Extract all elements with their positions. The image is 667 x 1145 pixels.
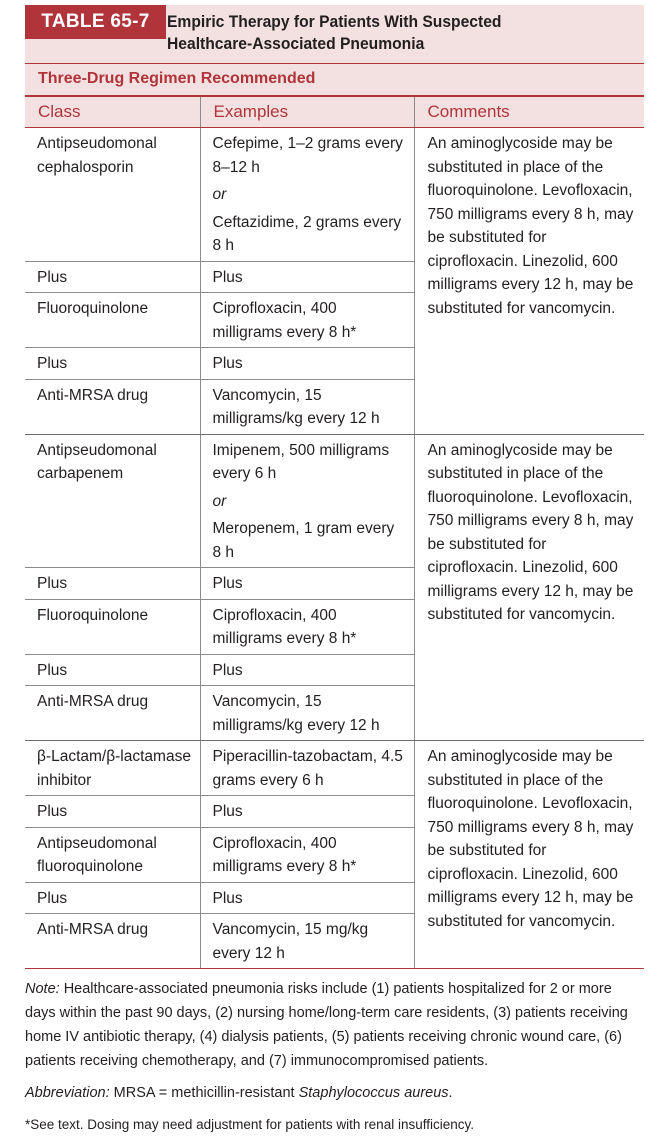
example-text: Imipenem, 500 milligrams every 6 h <box>212 441 390 482</box>
example-text: Piperacillin-tazobactam, 4.5 grams every 6 h <box>212 748 403 789</box>
table-body <box>25 128 644 969</box>
abbreviation-label: Abbreviation: <box>25 1085 110 1101</box>
example-cell <box>200 379 414 434</box>
example-text: Plus <box>212 889 243 907</box>
example-cell <box>200 654 414 686</box>
drug-class-cell: Plus <box>25 261 200 293</box>
note-paragraph <box>25 977 643 1073</box>
table-row <box>25 434 644 568</box>
drug-class-cell: Plus <box>25 796 200 828</box>
comment-cell: An aminoglycoside may be substituted in place of the fluoroquinolone. Levofloxacin, 750 milligrams every 8 h, may be substituted for ciprofloxacin. Linezolid, 600 milligrams every 12 h, may be substituted for vancomycin. <box>414 128 644 435</box>
table-header-row <box>25 97 644 128</box>
drug-class-cell: β-Lactam/β-lactamase inhibitor <box>25 741 200 796</box>
column-header-class: Class <box>25 97 200 128</box>
drug-class-cell: Fluoroquinolone <box>25 599 200 654</box>
example-cell <box>200 434 414 568</box>
drug-class-cell: Plus <box>25 882 200 914</box>
table-row <box>25 128 644 262</box>
example-cell <box>200 599 414 654</box>
example-cell <box>200 741 414 796</box>
example-text: Vancomycin, 15 milligrams/kg every 12 h <box>212 386 380 427</box>
drug-class-cell: Fluoroquinolone <box>25 293 200 348</box>
drug-class-cell: Anti-MRSA drug <box>25 686 200 741</box>
table-title <box>167 11 599 55</box>
example-text: Vancomycin, 15 mg/kg every 12 h <box>212 921 369 962</box>
drug-class-cell: Antipseudomonal carbapenem <box>25 434 200 568</box>
example-text: Ciprofloxacin, 400 milligrams every 8 h* <box>212 834 357 875</box>
abbreviation-paragraph <box>25 1081 643 1105</box>
alternative-example-text: Meropenem, 1 gram every 8 h <box>212 520 395 561</box>
table-notes <box>25 968 643 1145</box>
table-number-label: TABLE 65-7 <box>25 5 166 39</box>
abbreviation-end: . <box>448 1085 453 1101</box>
or-separator: or <box>212 186 227 203</box>
table-title-line-2: Healthcare-Associated Pneumonia <box>167 34 425 53</box>
column-header-examples: Examples <box>200 97 414 128</box>
example-text: Plus <box>212 268 243 286</box>
example-text: Plus <box>212 661 243 679</box>
example-text: Ciprofloxacin, 400 milligrams every 8 h* <box>212 606 357 647</box>
abbreviation-species: Staphylococcus aureus <box>298 1085 449 1101</box>
example-cell <box>200 827 414 882</box>
column-header-comments: Comments <box>414 97 644 128</box>
example-cell <box>200 796 414 828</box>
example-text: Cefepime, 1–2 grams every 8–12 h <box>212 135 403 176</box>
example-cell <box>200 882 414 914</box>
example-cell <box>200 293 414 348</box>
table-row <box>25 741 644 796</box>
regimen-subheading: Three-Drug Regimen Recommended <box>25 64 644 97</box>
abbreviation-text: MRSA = methicillin-resistant <box>109 1085 299 1101</box>
note-label: Note: <box>25 981 60 997</box>
drug-class-cell: Anti-MRSA drug <box>25 379 200 434</box>
example-cell <box>200 914 414 969</box>
example-text: Ciprofloxacin, 400 milligrams every 8 h* <box>212 300 357 341</box>
example-cell <box>200 261 414 293</box>
drug-class-cell: Antipseudomonal cephalosporin <box>25 128 200 262</box>
example-text: Vancomycin, 15 milligrams/kg every 12 h <box>212 693 380 734</box>
example-text: Plus <box>212 355 243 372</box>
example-text: Plus <box>212 803 243 820</box>
example-cell <box>200 686 414 741</box>
example-cell <box>200 128 414 262</box>
table-title-line-1: Empiric Therapy for Patients With Suspected <box>167 12 502 31</box>
example-cell <box>200 568 414 600</box>
drug-class-cell: Plus <box>25 568 200 600</box>
or-separator: or <box>212 492 227 510</box>
therapy-table <box>25 97 644 969</box>
drug-class-cell: Plus <box>25 348 200 380</box>
table-title-bar <box>25 5 644 64</box>
note-text: Healthcare-associated pneumonia risks include (1) patients hospitalized for 2 or more days within the past 90 days, (2) nursing home/long-term care residents, (3) patients receiving home IV antibiotic therapy, (4) dialysis patients, (5) patients receiving chronic wound care, (6) patients receiving chemotherapy, and (7) immunocompromised patients. <box>25 981 628 1069</box>
drug-class-cell: Antipseudomonal fluoroquinolone <box>25 827 200 882</box>
dosing-footnote: *See text. Dosing may need adjustment for patients with renal insufficiency. <box>25 1117 474 1132</box>
example-cell <box>200 348 414 380</box>
drug-table-figure <box>25 5 644 969</box>
comment-cell: An aminoglycoside may be substituted in place of the fluoroquinolone. Levofloxacin, 750 milligrams every 8 h, may be substituted for ciprofloxacin. Linezolid, 600 milligrams every 12 h, may be substituted for vancomycin. <box>414 741 644 969</box>
drug-class-cell: Anti-MRSA drug <box>25 914 200 969</box>
comment-cell: An aminoglycoside may be substituted in place of the fluoroquinolone. Levofloxacin, 750 milligrams every 8 h, may be substituted for ciprofloxacin. Linezolid, 600 milligrams every 12 h, may be substituted for vancomycin. <box>414 434 644 741</box>
example-text: Plus <box>212 575 243 592</box>
drug-class-cell: Plus <box>25 654 200 686</box>
alternative-example-text: Ceftazidime, 2 grams every 8 h <box>212 213 402 254</box>
